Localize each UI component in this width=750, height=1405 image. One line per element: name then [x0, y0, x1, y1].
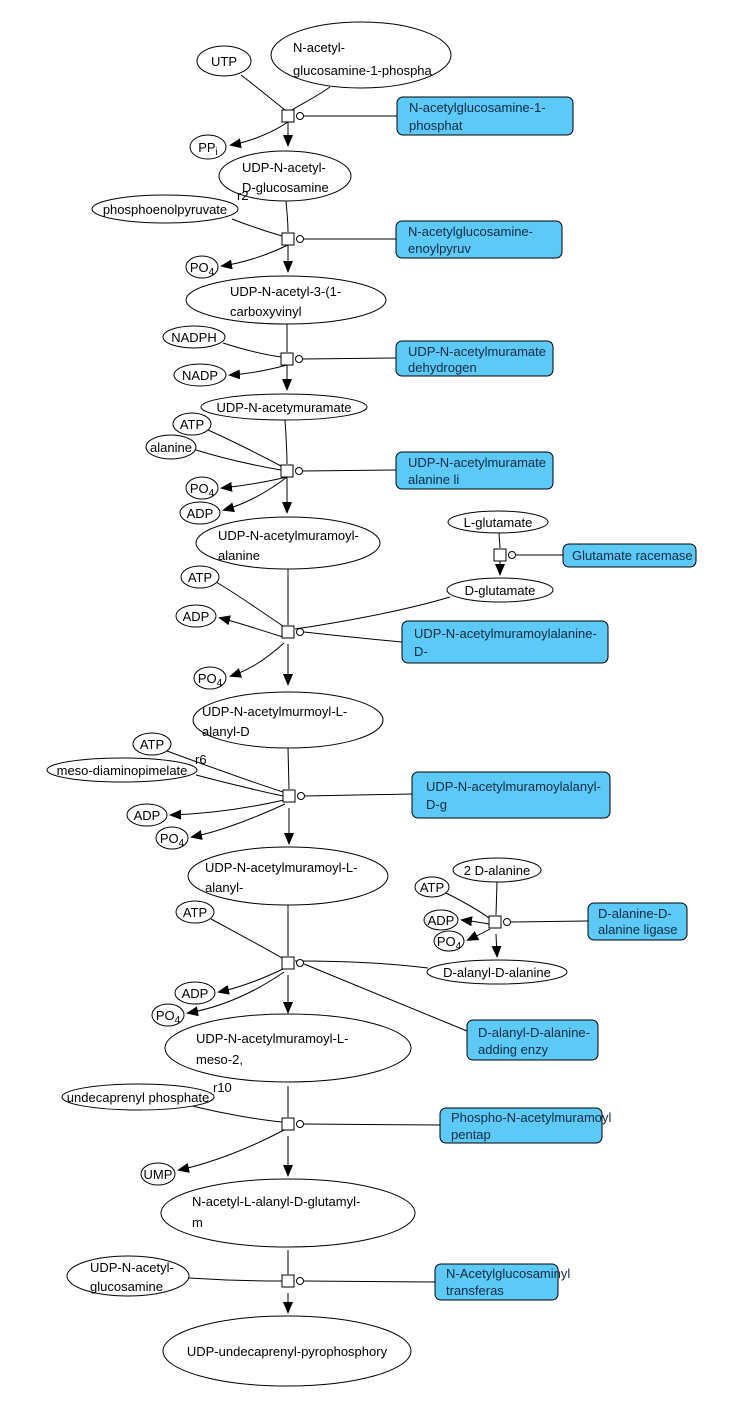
metabolite-po4-2[interactable]	[186, 477, 218, 499]
edge-product-arrow	[222, 245, 288, 266]
metabolite-label: UMP	[143, 1167, 173, 1182]
edge-product-arrow	[224, 477, 287, 510]
reaction-square	[282, 1275, 294, 1287]
edge-enzyme-connector	[511, 921, 588, 922]
enzyme-box-udp-n-acetylmuramate-dehydrogen[interactable]	[396, 341, 553, 376]
reaction-port	[297, 113, 304, 120]
edge-substrate	[189, 1278, 282, 1281]
metabolite-label: meso-diaminopimelate	[56, 763, 188, 778]
edge-product-arrow	[496, 934, 497, 956]
metabolite-udp-n-acetyl-glucosamine[interactable]	[67, 1256, 189, 1296]
metabolite-label: UDP-N-acetylmuramoyl-L-	[205, 860, 358, 875]
edge-enzyme-connector	[304, 632, 402, 642]
metabolite-label: meso-2,	[196, 1052, 243, 1067]
metabolite-label: ATP	[182, 905, 208, 920]
reaction-node-r4[interactable]	[281, 465, 303, 477]
edge-product-arrow	[231, 643, 284, 676]
metabolite-label: N-acetyl-L-alanyl-D-glutamyl-	[192, 1194, 361, 1209]
metabolite-label: D-glutamate	[464, 583, 536, 598]
node-shape	[165, 1014, 411, 1082]
metabolite-label: UDP-undecaprenyl-pyrophosphory	[186, 1344, 388, 1359]
reaction-node-glutamate-racemase[interactable]	[494, 549, 516, 561]
edge-substrate	[241, 75, 285, 110]
edge-product-arrow	[468, 929, 490, 940]
metabolite-atp-2[interactable]	[181, 566, 219, 588]
reaction-port	[297, 629, 304, 636]
metabolite-label: glucosamine	[90, 1279, 163, 1294]
reaction-port	[298, 793, 305, 800]
metabolite-label: ATP	[139, 737, 165, 752]
metabolite-d-alanyl-d-alanine[interactable]	[427, 960, 567, 984]
reaction-port	[504, 919, 511, 926]
metabolite-label: $PO_4$	[159, 831, 185, 849]
reaction-node-r1[interactable]	[282, 110, 304, 122]
enzyme-box-n-acetylglucosamine-1-phosphat[interactable]	[397, 97, 573, 135]
edge-substrate	[496, 882, 497, 915]
metabolite-label: $PO_4$	[189, 481, 215, 499]
metabolite-label: UDP-N-acetylmurmoyl-L-	[202, 704, 348, 719]
edge-substrate	[196, 775, 283, 796]
metabolite-meso-diaminopimelate[interactable]	[47, 758, 197, 782]
metabolite-alanine[interactable]	[146, 435, 196, 459]
metabolite-label: NADP	[181, 368, 219, 383]
enzyme-box-phospho-n-acetylmuramoyl-pentap[interactable]	[440, 1108, 612, 1143]
metabolite-label: $PO_4$	[155, 1008, 181, 1026]
edge-product-arrow	[179, 1130, 284, 1170]
enzyme-label: N-Acetylglucosaminyl	[446, 1266, 571, 1281]
reaction-node-r2[interactable]	[282, 233, 304, 245]
reaction-port	[297, 1278, 304, 1285]
metabolite-n-acetyl-l-alanyl-d-glutamyl-m[interactable]	[161, 1179, 415, 1247]
enzyme-label: D-alanine-D-	[598, 906, 672, 921]
metabolite-label: phosphoenolpyruvate	[102, 202, 228, 217]
edge-product-arrow	[222, 477, 287, 488]
metabolite-atp-5[interactable]	[176, 901, 214, 923]
metabolite-label: UDP-N-acetylmuramoyl-	[218, 528, 359, 543]
node-shape	[161, 1179, 415, 1247]
metabolite-label: alanine	[150, 440, 192, 455]
metabolite-udp-n-acetylmurmoyl-l-alanyl-d[interactable]	[193, 692, 383, 748]
enzyme-label: Glutamate racemase	[572, 548, 693, 563]
metabolite-label: $PO_4$	[436, 934, 462, 952]
enzyme-label: D-g	[426, 797, 447, 812]
metabolite-label: UDP-N-acetymuramate	[216, 400, 352, 415]
edge-enzyme-connector	[304, 1124, 440, 1125]
metabolite-label: L-glutamate	[463, 515, 533, 530]
enzyme-box-glutamate-racemase[interactable]	[563, 544, 696, 567]
reaction-port	[296, 356, 303, 363]
edge-substrate	[192, 1106, 282, 1122]
metabolite-udp-n-acetyl-3-1-carboxyvinyl[interactable]	[186, 276, 386, 324]
reaction-node-r3[interactable]	[281, 353, 303, 365]
metabolite-label: $PP_i$	[198, 140, 218, 158]
metabolite-udp-n-acetymuramate[interactable]	[201, 394, 367, 420]
metabolite-adp-2[interactable]	[176, 605, 216, 627]
reaction-node-r6[interactable]	[283, 790, 305, 802]
metabolite-ump[interactable]	[141, 1163, 175, 1185]
enzyme-label: UDP-N-acetylmuramate	[408, 455, 546, 470]
reaction-square	[281, 465, 293, 477]
metabolite-label: alanyl-D	[202, 724, 250, 739]
metabolite-udp-n-acetylmuramoyl-l-alanyl[interactable]	[188, 847, 388, 905]
reaction-square	[282, 957, 294, 969]
metabolite-atp-4[interactable]	[415, 877, 449, 897]
reaction-port	[297, 236, 304, 243]
edge-product-arrow	[219, 969, 283, 992]
edge-substrate	[208, 430, 281, 466]
enzyme-label: transferas	[446, 1283, 504, 1298]
metabolite-nadp[interactable]	[174, 364, 226, 386]
reaction-node-r10[interactable]	[282, 1118, 304, 1130]
reaction-square	[281, 353, 293, 365]
reaction-square	[489, 916, 501, 928]
enzyme-label: N-acetylglucosamine-	[408, 224, 533, 239]
node-shape	[188, 847, 388, 905]
metabolite-label: UTP	[211, 54, 237, 69]
metabolite-label: N-acetyl-	[293, 40, 346, 55]
metabolite-label: UDP-N-acetyl-	[90, 1260, 174, 1275]
enzyme-box-d-alanyl-d-alanine-adding-enzy[interactable]	[467, 1020, 598, 1060]
metabolite-label: ATP	[179, 417, 205, 432]
reaction-square	[282, 110, 294, 122]
reaction-port	[509, 552, 516, 559]
metabolite-label: ADP	[186, 506, 214, 521]
metabolite-n-acetyl-glucosamine-1-phospha[interactable]	[271, 22, 451, 88]
metabolite-udp-n-acetylmuramoyl-alanine[interactable]	[196, 517, 380, 569]
enzyme-box-n-acetylglucosamine-enoylpyruv[interactable]	[396, 221, 562, 258]
metabolite-label: undecaprenyl phosphate	[66, 1090, 210, 1105]
edge-enzyme-connector	[305, 794, 412, 796]
enzyme-label: enoylpyruv	[408, 241, 471, 256]
metabolite-label: ADP	[182, 609, 210, 624]
edge-product-arrow	[230, 365, 287, 375]
metabolite-label: ATP	[187, 570, 213, 585]
reaction-id-label: r2	[237, 188, 249, 203]
metabolite-po4-6[interactable]	[152, 1004, 184, 1026]
enzyme-box-udp-n-acetylmuramoylalanyl-d-g[interactable]	[412, 772, 610, 818]
enzyme-label: D-	[414, 644, 428, 659]
metabolite-label: 2 D-alanine	[463, 863, 531, 878]
metabolite-label: alanyl-	[205, 880, 244, 895]
reaction-port	[296, 468, 303, 475]
metabolite-utp[interactable]	[197, 46, 251, 76]
metabolite-label: ADP	[427, 913, 455, 928]
enzyme-label: pentap	[451, 1127, 491, 1142]
metabolite-2-d-alanine[interactable]	[453, 858, 541, 882]
edge-substrate	[286, 201, 288, 232]
metabolite-po4-5[interactable]	[434, 931, 464, 952]
node-shape	[271, 22, 451, 88]
enzyme-box-n-acetylglucosaminyl-transferas[interactable]	[435, 1264, 570, 1300]
edge-product-arrow	[171, 800, 284, 815]
metabolite-po4-3[interactable]	[194, 667, 226, 689]
enzyme-label: alanine ligase	[598, 922, 678, 937]
edge-enzyme-connector	[304, 1281, 435, 1282]
metabolite-undecaprenyl-phosphate[interactable]	[62, 1084, 214, 1110]
reaction-square	[282, 233, 294, 245]
metabolite-po4-1[interactable]	[186, 256, 218, 278]
edge-substrate	[499, 533, 500, 548]
metabolite-l-glutamate[interactable]	[448, 511, 548, 533]
edge-product-arrow	[220, 618, 283, 637]
metabolite-nadph[interactable]	[163, 326, 225, 348]
metabolite-label: glucosamine-1-phospha	[293, 63, 432, 78]
metabolite-label: $PO_4$	[197, 671, 223, 689]
node-shape	[193, 692, 383, 748]
edge-substrate	[232, 219, 282, 236]
metabolite-label: m	[192, 1215, 203, 1230]
edge-substrate	[211, 919, 282, 958]
edge-substrate	[285, 420, 287, 464]
reaction-square	[283, 790, 295, 802]
metabolite-atp-1[interactable]	[173, 413, 211, 435]
enzyme-box-udp-n-acetylmuramate-alanine-li[interactable]	[396, 452, 553, 489]
enzyme-label: adding enzy	[478, 1042, 549, 1057]
reaction-node-d-alanine-ligase[interactable]	[489, 916, 511, 928]
metabolite-label: alanine	[218, 548, 260, 563]
reaction-node-r9[interactable]	[282, 957, 304, 969]
metabolite-ppi[interactable]	[190, 135, 226, 159]
edge-product-arrow	[231, 122, 288, 145]
metabolite-d-glutamate[interactable]	[447, 578, 553, 602]
edge-substrate	[295, 961, 428, 968]
metabolite-label: NADPH	[171, 330, 217, 345]
metabolite-label: UDP-N-acetylmuramoyl-L-	[196, 1031, 349, 1046]
metabolite-atp-3[interactable]	[133, 733, 171, 755]
enzyme-label: D-alanyl-D-alanine-	[478, 1025, 590, 1040]
metabolite-label: UDP-N-acetyl-	[242, 160, 326, 175]
metabolite-adp-3[interactable]	[127, 804, 167, 826]
edge-substrate	[196, 450, 281, 470]
metabolite-adp-1[interactable]	[180, 502, 220, 524]
reaction-id-label: r6	[195, 752, 207, 767]
enzyme-label: N-acetylglucosamine-1-	[409, 100, 546, 115]
metabolite-phosphoenolpyruvate[interactable]	[92, 195, 238, 223]
enzyme-label: UDP-N-acetylmuramate	[408, 344, 546, 359]
metabolite-adp-5[interactable]	[175, 982, 215, 1004]
enzyme-label: dehydrogen	[408, 360, 477, 375]
enzyme-label: UDP-N-acetylmuramoylalanyl-	[426, 779, 601, 794]
reaction-node-r11[interactable]	[282, 1275, 304, 1287]
metabolite-label: UDP-N-acetyl-3-(1-	[230, 284, 342, 299]
enzyme-label: UDP-N-acetylmuramoylalanine-	[414, 626, 597, 641]
metabolite-udp-n-acetylmuramoyl-l-meso-2[interactable]	[165, 1014, 411, 1082]
edge-substrate	[223, 343, 281, 357]
metabolite-label: ADP	[181, 986, 209, 1001]
metabolite-label: $PO_4$	[189, 260, 215, 278]
metabolite-label: D-glucosamine	[242, 180, 329, 195]
edge-enzyme-connector	[303, 358, 396, 359]
metabolite-udp-undecaprenyl-pyrophosphory[interactable]	[163, 1316, 411, 1386]
enzyme-label: Phospho-N-acetylmuramoyl	[451, 1110, 612, 1125]
enzyme-box-d-alanine-d-alanine-ligase[interactable]	[588, 903, 687, 940]
enzyme-box-udp-n-acetylmuramoylalanine-d[interactable]	[402, 621, 608, 663]
edge-product-arrow	[462, 920, 489, 924]
reaction-square	[494, 549, 506, 561]
metabolite-label: ADP	[133, 808, 161, 823]
metabolite-label: D-alanyl-D-alanine	[443, 965, 551, 980]
edge-substrate	[292, 87, 330, 110]
metabolite-label: carboxyvinyl	[230, 304, 302, 319]
reaction-port	[297, 960, 304, 967]
edge-substrate	[288, 748, 289, 789]
metabolite-adp-4[interactable]	[424, 910, 458, 930]
metabolite-po4-4[interactable]	[156, 827, 188, 849]
enzyme-label: phosphat	[409, 118, 463, 133]
enzyme-label: alanine li	[408, 472, 460, 487]
reaction-port	[297, 1121, 304, 1128]
metabolite-label: ATP	[419, 880, 445, 895]
edge-enzyme-connector	[303, 470, 396, 471]
reaction-square	[282, 626, 294, 638]
reaction-square	[282, 1118, 294, 1130]
reaction-id-label: r10	[213, 1080, 232, 1095]
